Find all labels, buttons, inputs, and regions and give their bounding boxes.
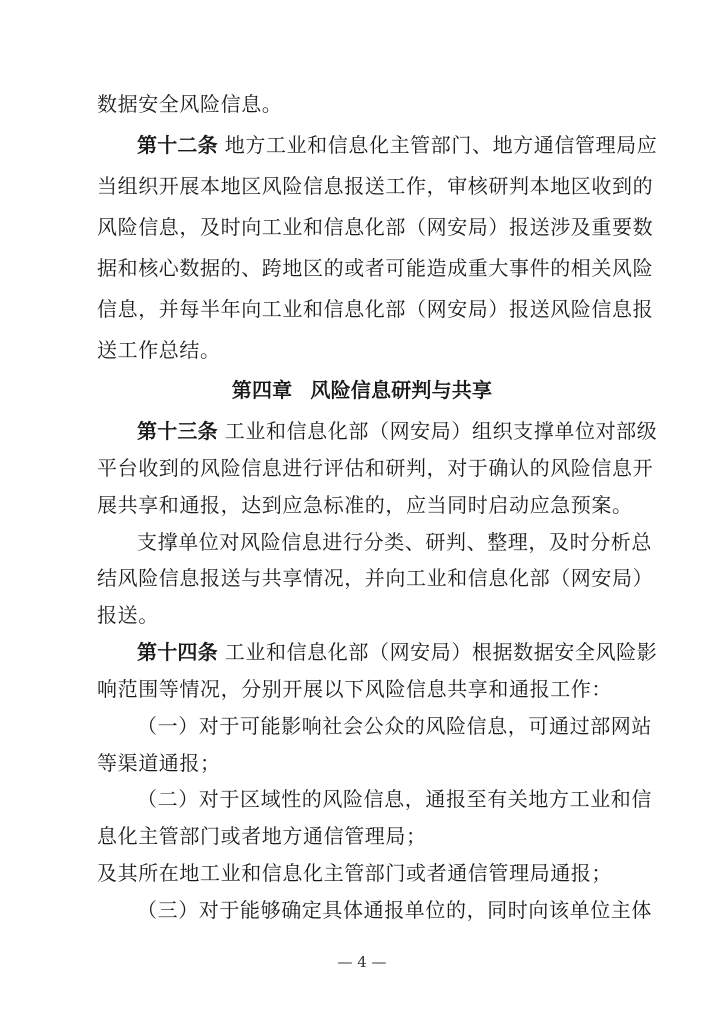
line-text: 息化主管部门或者地方通信管理局； <box>97 824 427 848</box>
chapter-title: 风险信息研判与共享 <box>310 378 493 402</box>
line-text: 送工作总结。 <box>97 338 221 362</box>
line-text: 平台收到的风险信息进行评估和研判，对于确认的风险信息开 <box>97 456 654 480</box>
paragraph-line <box>0 174 724 198</box>
line-text: 工业和信息化部（网安局）组织支撑单位对部级 <box>224 419 658 443</box>
paragraph-line <box>0 92 724 116</box>
paragraph-line <box>0 256 724 280</box>
line-text: （一）对于可能影响社会公众的风险信息，可通过部网站 <box>137 714 652 738</box>
paragraph-line <box>0 456 724 480</box>
line-text: 据和核心数据的、跨地区的或者可能造成重大事件的相关风险 <box>97 256 654 280</box>
article-label: 第十三条 <box>137 419 218 443</box>
paragraph-line <box>0 861 724 885</box>
paragraph-line <box>0 824 724 848</box>
line-text: （三）对于能够确定具体通报单位的，同时向该单位主体 <box>137 898 652 922</box>
article-label: 第十二条 <box>137 133 218 157</box>
line-text: 工业和信息化部（网安局）根据数据安全风险影 <box>224 640 658 664</box>
paragraph-line <box>0 677 724 701</box>
paragraph-line <box>0 714 724 738</box>
article-label: 第十四条 <box>137 640 218 664</box>
paragraph-line <box>0 133 724 157</box>
paragraph-line <box>0 640 724 664</box>
line-text: 展共享和通报，达到应急标准的，应当同时启动应急预案。 <box>97 493 633 517</box>
line-text: 结风险信息报送与共享情况，并向工业和信息化部（网安局） <box>97 566 654 590</box>
page-number: — 4 — <box>337 953 387 971</box>
line-text: 风险信息，及时向工业和信息化部（网安局）报送涉及重要数 <box>97 215 654 239</box>
line-text: 等渠道通报； <box>97 751 221 775</box>
paragraph-line <box>0 898 724 922</box>
line-text: 报送。 <box>97 603 159 627</box>
paragraph-line <box>0 787 724 811</box>
chapter-heading <box>0 378 724 402</box>
line-text: 及其所在地工业和信息化主管部门或者通信管理局通报； <box>97 861 612 885</box>
line-text: （二）对于区域性的风险信息，通报至有关地方工业和信 <box>137 787 652 811</box>
paragraph-line <box>0 338 724 362</box>
paragraph-line <box>0 215 724 239</box>
paragraph-line <box>0 419 724 443</box>
line-text: 响范围等情况，分别开展以下风险信息共享和通报工作： <box>97 677 612 701</box>
line-text: 数据安全风险信息。 <box>97 92 283 116</box>
paragraph-line <box>0 751 724 775</box>
line-text: 地方工业和信息化主管部门、地方通信管理局应 <box>224 133 658 157</box>
line-text: 信息，并每半年向工业和信息化部（网安局）报送风险信息报 <box>97 297 654 321</box>
paragraph-line <box>0 566 724 590</box>
paragraph-line <box>0 493 724 517</box>
line-text: 支撑单位对风险信息进行分类、研判、整理，及时分析总 <box>137 530 652 554</box>
chapter-number: 第四章 <box>231 378 293 402</box>
paragraph-line <box>0 530 724 554</box>
paragraph-line <box>0 603 724 627</box>
line-text: 当组织开展本地区风险信息报送工作，审核研判本地区收到的 <box>97 174 654 198</box>
paragraph-line <box>0 297 724 321</box>
